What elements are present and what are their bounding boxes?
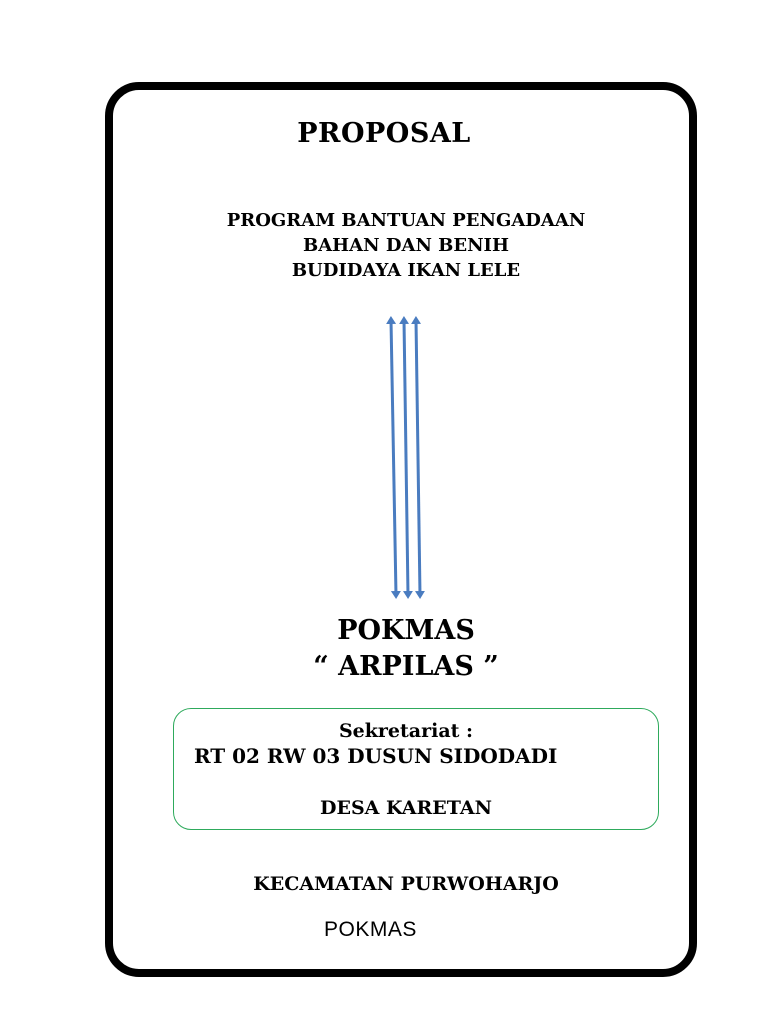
- program-line-2: BAHAN DAN BENIH: [303, 235, 509, 256]
- document-title: PROPOSAL: [297, 118, 471, 149]
- double-headed-arrows-icon: [380, 310, 440, 605]
- program-line-3: BUDIDAYA IKAN LELE: [291, 260, 521, 281]
- secretariat-label: Sekretariat :: [338, 720, 474, 742]
- group-name: “ ARPILAS ”: [313, 651, 499, 682]
- program-line-1: PROGRAM BANTUAN PENGADAAN: [226, 210, 586, 231]
- secretariat-village: DESA KARETAN: [319, 797, 492, 819]
- group-block: [0, 613, 768, 685]
- program-heading: [0, 208, 768, 283]
- footer-label: POKMAS: [324, 918, 417, 941]
- group-type: POKMAS: [337, 615, 475, 646]
- district-name: KECAMATAN PURWOHARJO: [253, 873, 559, 895]
- secretariat-address: RT 02 RW 03 DUSUN SIDODADI: [194, 744, 558, 768]
